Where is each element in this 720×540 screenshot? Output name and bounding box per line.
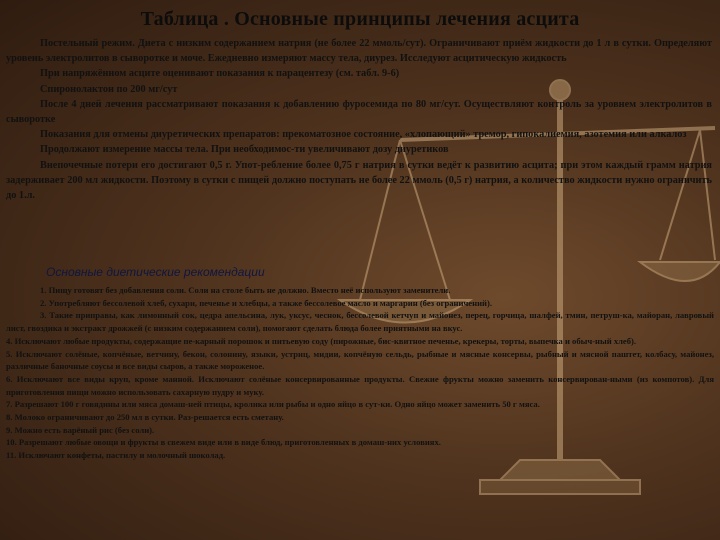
treatment-item: Внепочечные потери его достигают 0,5 г. Упот-ребление более 0,75 г натрия в сутки ведёт к развитию асцита; при этом каждый грамм натрия задерживает 200 мл жидкости. Поэтому в сутки с пищей должно поступать не более 22 ммоль (0,5 г) натрия, а количество жидкости нужно ограничить до 1.л. bbox=[6, 159, 712, 202]
diet-item: 2. Употребляют бессолевой хлеб, сухари, печенье и хлебцы, а также бессолевое масло и маргарин (без ограничений). bbox=[40, 297, 492, 308]
diet-item: 6. Исключают все виды круп, кроме манной. Исключают солёные консервированные продукты. Свежие фрукты можно заменить консервирован-ными (из компотов). Для приготовления пищи можно использовать сахарную пудру и муку. bbox=[6, 373, 714, 397]
diet-item: 8. Молоко ограничивают до 250 мл в сутки. Раз-решается есть сметану. bbox=[6, 412, 284, 423]
diet-item: 3. Такие приправы, как лимонный сок, цедра апельсина, лук, уксус, чеснок, бессолевой кетчуп и майонез, перец, горчица, шалфей, тмин, петруш-ка, майоран, лавровый лист, гвоздика и экстракт дрожжей (с низким содержанием соли), помогают сделать блюда более приятными на вкус. bbox=[6, 310, 714, 334]
diet-recommendations bbox=[6, 284, 714, 462]
treatment-item: Постельный режим. Диета с низким содержанием натрия (не более 22 ммоль/сут). Ограничивают приём жидкости до 1 л в сутки. Определяют уровень электролитов в сыворотке и моче. Ежедневно измеряют массу тела, диурез. Исследуют асцитическую жидкость bbox=[6, 38, 712, 65]
treatment-principles bbox=[6, 36, 712, 203]
diet-item: 7. Разрешают 100 г говядины или мяса домаш-ней птицы, кролика или рыбы и одно яйцо в сут-ки. Одно яйцо может заменить 50 г мяса. bbox=[6, 399, 540, 410]
diet-item: 4. Исключают любые продукты, содержащие пе-карный порошок и питьевую соду (пирожные, бис-квитное печенье, крекеры, торты, выпечка и обыч-ный хлеб). bbox=[6, 335, 637, 346]
diet-item: 10. Разрешают любые овощи и фрукты в свежем виде или в виде блюд, приготовленных в домаш-них условиях. bbox=[6, 437, 441, 448]
treatment-item: Продолжают измерение массы тела. При необходимос-ти увеличивают дозу диуретиков bbox=[40, 144, 449, 156]
diet-item: 1. Пищу готовят без добавления соли. Соли на столе быть не должно. Вместо неё используют заменители. bbox=[40, 285, 451, 295]
treatment-item: Показания для отмены диуретических препаратов: прекоматозное состояние, «хлопающий» тремор, гипокалиемия, азотемия или алкалоз bbox=[40, 129, 687, 141]
diet-heading: Основные диетические рекомендации bbox=[46, 265, 265, 279]
diet-item: 5. Исключают солёные, копчёные, ветчину, бекон, солонину, языки, устриц, мидии, копчёную сельдь, рыбные и мясные консервы, рыбный и мясной паштет, колбасу, майонез, различные баночные соусы и все виды сыров, а также мороженое. bbox=[6, 348, 714, 372]
treatment-item: Спиронолактон по 200 мг/сут bbox=[40, 83, 178, 95]
page-title: Таблица . Основные принципы лечения асцита bbox=[140, 8, 580, 30]
treatment-item: После 4 дней лечения рассматривают показания к добавлению фуросемида по 80 мг/сут. Осуществляют контроль за уровнем электролитов в сыворотке bbox=[6, 98, 712, 126]
diet-item: 9. Можно есть варёный рис (без соли). bbox=[6, 424, 155, 435]
diet-item: 11. Исключают конфеты, пастилу и молочный шоколад. bbox=[6, 450, 226, 461]
treatment-item: При напряжённом асците оценивают показания к парацентезу (см. табл. 9-6) bbox=[40, 68, 400, 80]
